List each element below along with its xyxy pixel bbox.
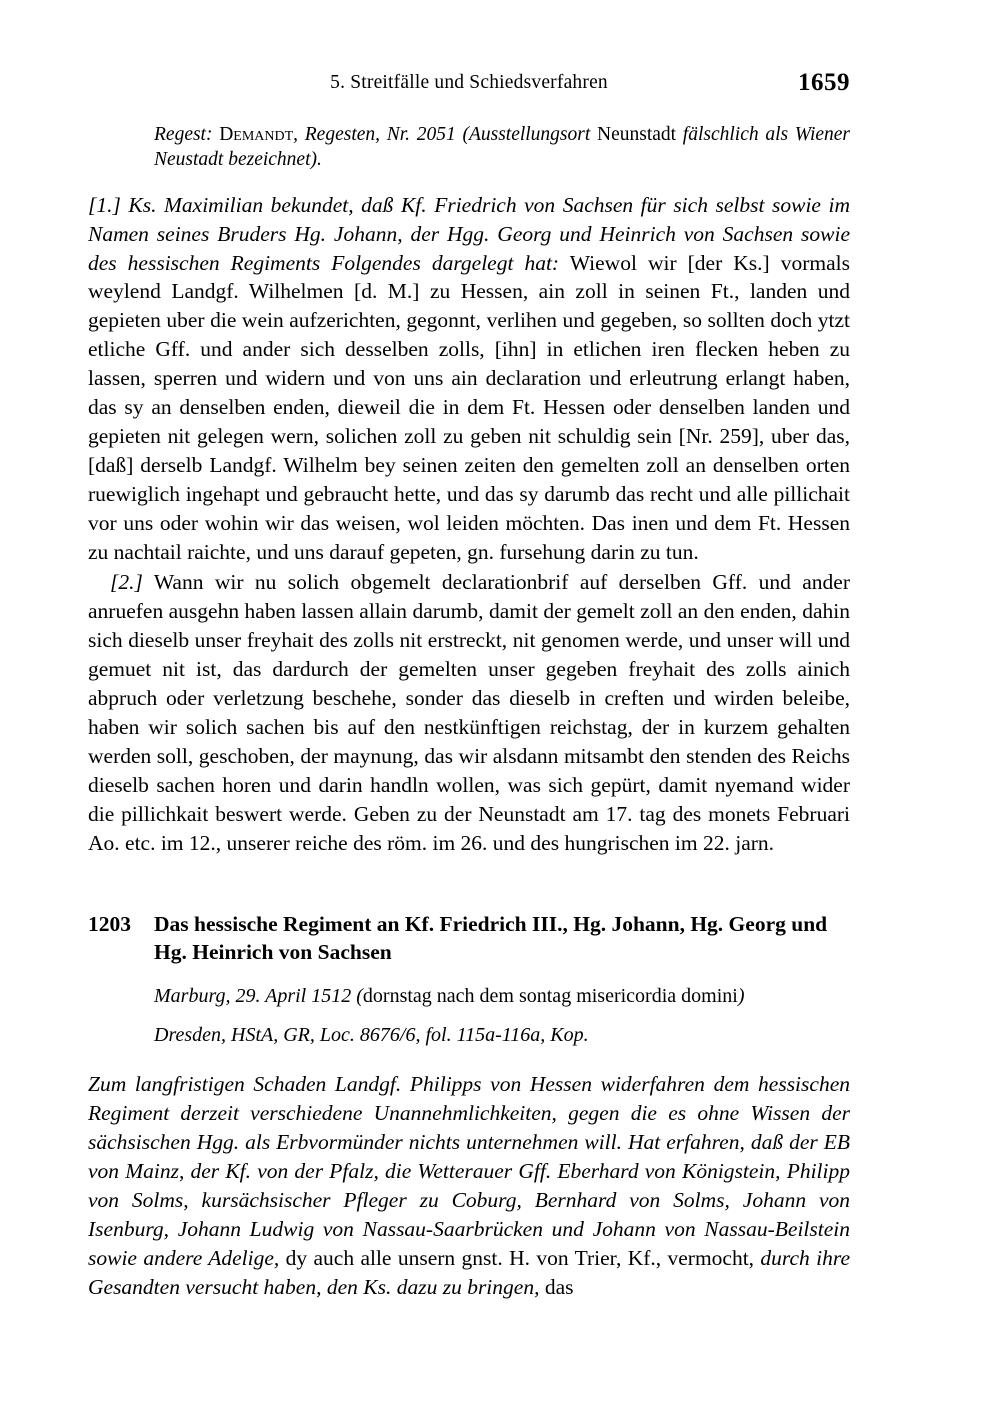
paragraph-2-text: Wann wir nu solich obgemelt declarationbrif auf derselben Gff. und ander anruefen ausgehn haben lassen allain darumb, damit der gemelt zoll an den enden, dahin sich dieselb unser freyhait des zolls nit erstreckt, nit genomen werde, und unser will und gemuet nit ist, das dardurch der gemelten unser gegeben freyhait des zolls ainich abpruch oder verletzung beschehe, sonder das dieselb in creften und wirden beleibe, haben wir solich sachen bis auf den nestkünftigen reichstag, der in kurzem gehalten werden soll, geschoben, der maynung, das wir alsdann mitsambt den stenden des Reichs dieselb sachen horen und darin handln wollen, was sich gepürt, damit nyemand wider die pillichkait beswert werde. Geben zu der Neunstadt am 17. tag des monets Februari Ao. etc. im 12., unserer reiche des röm. im 26. und des hungrischen im 22. jarn. — [88, 570, 850, 855]
entry-1203 — [88, 910, 850, 1302]
entry-source: Dresden, HStA, GR, Loc. 8676/6, fol. 115a-116a, Kop. — [154, 1024, 589, 1047]
entry-body-italic-2: durch ihre Gesandten versucht haben, den Ks. dazu zu bringen, — [88, 1245, 850, 1299]
entry-heading — [88, 910, 850, 967]
entry-body-italic-1: Zum langfristigen Schaden Landgf. Philipps von Hessen widerfahren dem hessischen Regiment derzeit verschiedene Unannehmlichkeiten, gegen die es ohne Wissen der sächsischen Hgg. als Erbvormünder nichts unternehmen will. Hat erfahren, daß der EB von Mainz, der Kf. von der Pfalz, die Wetterauer Gff. Eberhard von Königstein, Philipp von Solms, kursächsischer Pfleger zu Coburg, Bernhard von Solms, Johann von Isenburg, Johann Ludwig von Nassau-Saarbrücken und Johann von Nassau-Beilstein sowie andere Adelige, — [88, 1072, 850, 1270]
entry-place-date-italic: Marburg, 29. April 1512 ( — [154, 985, 363, 1008]
regest-author: Demandt — [219, 124, 294, 145]
paragraph-1-intro: Ks. Maximilian bekundet, daß Kf. Friedrich von Sachsen für sich selbst sowie im Namen seines Bruders Hg. Johann, der Hgg. Georg und Heinrich von Sachsen sowie des hessischen Regiments Folgendes dargelegt hat: — [88, 192, 850, 275]
regest-label: Regest: — [154, 124, 213, 145]
entry-place-date — [154, 983, 850, 1009]
entry-place-date-roman: dornstag nach dem sontag misericordia domini — [362, 985, 738, 1008]
paragraph-1 — [88, 191, 850, 567]
entry-title: Das hessische Regiment an Kf. Friedrich III., Hg. Johann, Hg. Georg und Hg. Heinrich von Sachsen — [154, 911, 828, 964]
regest-place: Neunstadt — [597, 124, 677, 145]
paragraph-1-text: Wiewol wir [der Ks.] vormals weylend Landgf. Wilhelmen [d. M.] zu Hessen, ain zoll in seinen Ft., landen und gepieten uber die wein aufzerichten, gegonnt, verlihen und gegeben, so sollten doch ytzt etliche Gff. und ander sich desselben zolls, [ihn] in etlichen iren flecken heben zu lassen, sperren und widern und von uns ain declaration und erleutrung erlangt haben, das sy an denselben enden, dieweil die in dem Ft. Hessen oder denselben landen und gepieten nit gelegen wern, solichen zoll zu geben nit schuldig sein [Nr. 259], uber das, [daß] derselb Landgf. Wilhelm bey seinen zeiten den gemelten zoll an denselben orten ruewiglich ingehapt und gebraucht hette, und das sy darumb das recht und alle pillichait vor uns oder wohin wir das weisen, wol leiden möchten. Das inen und dem Ft. Hessen zu nachtail raichte, und uns darauf gepeten, gn. fursehung darin zu tun. — [88, 250, 850, 564]
page-number: 1659 — [798, 69, 850, 96]
entry-body — [88, 1070, 850, 1301]
entry-body-roman-1: dy auch alle unsern gnst. H. von Trier, Kf., vermocht, — [279, 1245, 755, 1270]
paragraph-1-marker: [1.] — [88, 192, 121, 217]
entry-number: 1203 — [88, 911, 131, 936]
chapter-title: 5. Streitfälle und Schiedsverfahren — [330, 72, 608, 93]
running-head — [88, 69, 850, 106]
page-content — [88, 69, 851, 1302]
regest-tail: fälschlich als Wiener Neustadt bezeichnet). — [154, 124, 851, 171]
regest-citation: , Regesten, Nr. 2051 (Ausstellungsort — [293, 124, 597, 145]
regest-note — [154, 122, 850, 173]
paragraph-2 — [88, 568, 850, 857]
paragraph-2-marker: [2.] — [110, 570, 143, 595]
entry-body-roman-2: das — [539, 1274, 574, 1299]
entry-place-date-close: ) — [737, 985, 745, 1008]
